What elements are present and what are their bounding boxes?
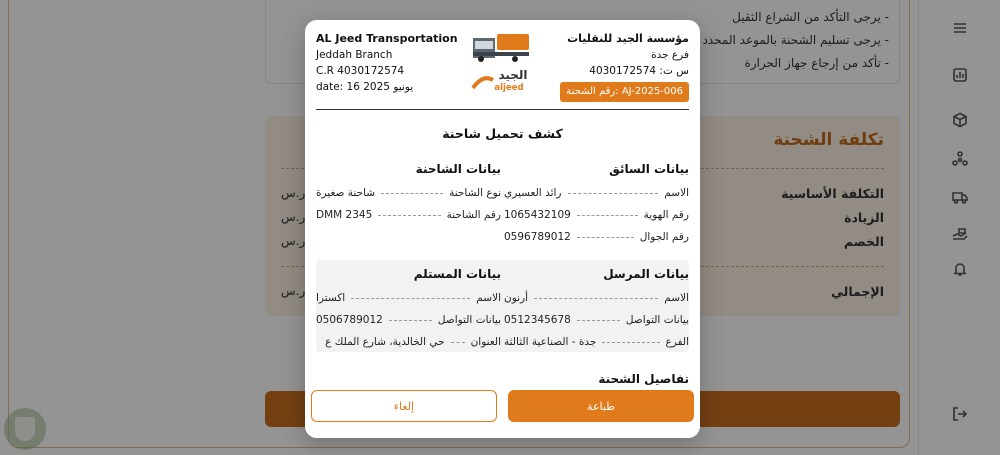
brand-name-ar: الجيد bbox=[498, 68, 528, 82]
base-cost-value: ر.س bbox=[281, 186, 306, 200]
dotted-leader bbox=[577, 237, 634, 238]
sender-name-row bbox=[504, 287, 689, 309]
receiver-section bbox=[316, 267, 501, 353]
total-label: الإجمالي bbox=[830, 284, 884, 299]
note-item: - يرجى التأكد من الشراع الثقيل bbox=[266, 6, 889, 29]
field-label: العنوان bbox=[470, 336, 501, 348]
driver-mobile-row bbox=[504, 226, 689, 248]
truck-section bbox=[316, 162, 501, 226]
base-cost-label: التكلفة الأساسية bbox=[781, 186, 884, 201]
cancel-button[interactable]: إلغاء bbox=[311, 390, 497, 422]
driver-section bbox=[504, 162, 689, 248]
cost-title: تكلفة الشحنة bbox=[773, 130, 884, 150]
field-label: رقم الجوال bbox=[639, 231, 689, 243]
dotted-leader bbox=[577, 215, 638, 216]
field-label: بيانات التواصل bbox=[437, 314, 501, 326]
field-label: رقم الهوية bbox=[643, 209, 689, 221]
print-button[interactable]: طباعة bbox=[508, 390, 694, 422]
receiver-name: اكسترا bbox=[316, 292, 346, 304]
field-label: رقم الشاحنة bbox=[446, 209, 501, 221]
modal-body[interactable] bbox=[305, 20, 700, 386]
sender-branch-row bbox=[504, 331, 689, 353]
field-label: الاسم bbox=[476, 292, 501, 304]
date: date: 16 يونيو 2025 bbox=[316, 81, 414, 93]
dotted-leader bbox=[577, 320, 620, 321]
brand-name-en: aljeed bbox=[494, 83, 524, 93]
increase-value: ر.س bbox=[281, 210, 306, 224]
company-name-ar: مؤسسة الجيد للنقليات bbox=[567, 32, 689, 45]
sender-section bbox=[504, 267, 689, 353]
increase-label: الزيادة bbox=[844, 210, 884, 225]
receiver-address: حي الخالدية، شارع الملك ع bbox=[325, 336, 445, 348]
dotted-leader bbox=[389, 320, 432, 321]
receiver-name-row bbox=[316, 287, 501, 309]
cr-ar: س ت: 4030172574 bbox=[589, 65, 689, 77]
receiver-address-row bbox=[316, 331, 501, 353]
truck-type: شاحنة صغيرة bbox=[316, 187, 376, 199]
receiver-contact-row bbox=[316, 309, 501, 331]
dotted-leader bbox=[534, 298, 658, 299]
header-arabic-info bbox=[560, 31, 689, 102]
truck-number: DMM 2345 bbox=[316, 209, 373, 221]
receiver-contact: 0506789012 bbox=[316, 314, 383, 326]
branch-en: Jeddah Branch bbox=[316, 49, 393, 61]
company-name-en: AL Jeed Transportation bbox=[316, 32, 458, 45]
driver-mobile: 0596789012 bbox=[504, 231, 571, 243]
truck-number-row bbox=[316, 204, 501, 226]
field-label: بيانات التواصل bbox=[625, 314, 689, 326]
field-label: الفرع bbox=[665, 336, 689, 348]
loading-sheet-modal bbox=[305, 20, 700, 438]
document-title: كشف تحميل شاحنة bbox=[442, 126, 563, 141]
dotted-leader bbox=[351, 298, 470, 299]
header-divider bbox=[316, 109, 689, 110]
shipment-number-badge: رقم الشحنة: AJ-2025-006 bbox=[560, 82, 689, 102]
driver-id: 1065432109 bbox=[504, 209, 571, 221]
field-label: نوع الشاحنة bbox=[449, 187, 501, 199]
note-item: - تأكد من إرجاع جهاز الحرارة bbox=[266, 52, 889, 75]
truck-type-row bbox=[316, 182, 501, 204]
driver-title: بيانات السائق bbox=[609, 162, 689, 176]
sender-contact: 0512345678 bbox=[504, 314, 571, 326]
discount-label: الخصم bbox=[843, 234, 884, 249]
dotted-leader bbox=[451, 342, 465, 343]
sender-branch: جدة - الصناعية الثالثة bbox=[504, 336, 597, 348]
shipment-details-title: تفاصيل الشحنة bbox=[598, 372, 689, 386]
discount-value: ر.س bbox=[281, 234, 306, 248]
dotted-leader bbox=[381, 193, 443, 194]
aljeed-logo bbox=[467, 32, 533, 98]
dotted-leader bbox=[568, 193, 659, 194]
modal-actions bbox=[305, 386, 700, 438]
note-item: - يرجى تسليم الشحنة بالموعد المحدد bbox=[266, 29, 889, 52]
dotted-leader bbox=[602, 342, 659, 343]
branch-ar: فرع جدة bbox=[651, 49, 689, 61]
dotted-leader bbox=[378, 215, 440, 216]
field-label: الاسم bbox=[664, 187, 689, 199]
truck-title: بيانات الشاحنة bbox=[415, 162, 501, 176]
driver-name: رائد العسيري bbox=[504, 187, 562, 199]
driver-id-row bbox=[504, 204, 689, 226]
receiver-title: بيانات المستلم bbox=[413, 267, 501, 281]
field-label: الاسم bbox=[664, 292, 689, 304]
total-value: ر.س bbox=[281, 284, 306, 298]
sender-name: أرنون bbox=[504, 292, 529, 304]
cr-en: C.R 4030172574 bbox=[316, 65, 405, 77]
sender-title: بيانات المرسل bbox=[603, 267, 689, 281]
sender-contact-row bbox=[504, 309, 689, 331]
header-english-info bbox=[316, 31, 458, 95]
driver-name-row bbox=[504, 182, 689, 204]
